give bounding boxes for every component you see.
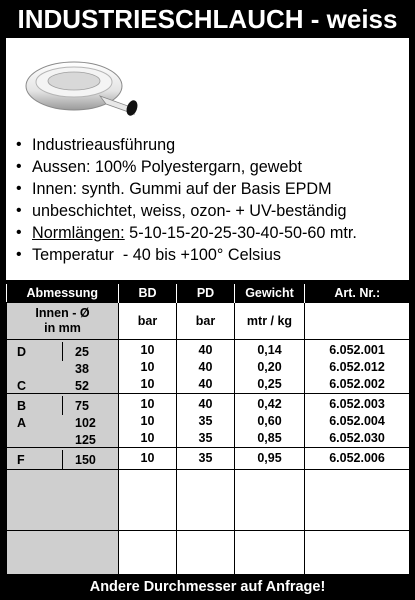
cell-bd-value: 10 — [140, 377, 155, 391]
list-item: • Aussen: 100% Polyestergarn, gewebt — [16, 158, 302, 176]
cell-code: A — [17, 416, 27, 430]
list-item: • unbeschichtet, weiss, ozon- + UV-beständig — [16, 202, 347, 220]
cell-pd-value: 35 — [198, 414, 213, 428]
cell-pd-value: 40 — [198, 377, 213, 391]
cell-art-value: 6.052.002 — [329, 377, 385, 391]
norm-length-label: Normlängen: — [32, 224, 125, 242]
feature-list — [14, 134, 357, 266]
cell-weight-value: 0,60 — [257, 414, 282, 428]
cell-bd — [119, 448, 177, 470]
list-item: • Normlängen: 5-10-15-20-25-30-40-50-60 mtr. — [16, 224, 357, 242]
cell-pd-value: 40 — [198, 343, 213, 357]
unit-diameter: Innen - Ø in mm — [7, 303, 119, 340]
header-pd: PD — [177, 284, 235, 303]
cell-code: B — [17, 399, 27, 413]
header-bd: BD — [119, 284, 177, 303]
cell-art-value: 6.052.030 — [329, 431, 385, 445]
cell-bd-value: 10 — [140, 451, 155, 465]
cell-diameter: 75 — [75, 399, 89, 413]
table-row-group — [7, 340, 410, 394]
cell-diameter: 52 — [75, 379, 89, 393]
cell-art-value: 6.052.003 — [329, 397, 385, 411]
cell-pd-value: 40 — [198, 360, 213, 374]
cell-code: D — [17, 345, 27, 359]
cell-diameter: 125 — [75, 433, 96, 447]
cell-pd — [177, 394, 235, 448]
cell-art-value: 6.052.004 — [329, 414, 385, 428]
cell-code — [7, 432, 62, 449]
cell-weight-value: 0,42 — [257, 397, 282, 411]
cell-bd-value: 10 — [140, 360, 155, 374]
bullet-icon: • — [16, 180, 22, 197]
table-row-group — [7, 394, 410, 448]
empty-row — [7, 470, 410, 531]
cell-bd-value: 10 — [140, 343, 155, 357]
cell-abmessung — [7, 394, 119, 448]
bullet-icon: • — [16, 158, 22, 175]
cell-weight-value: 0,25 — [257, 377, 282, 391]
cell-bd — [119, 340, 177, 394]
unit-bd: bar — [119, 303, 177, 340]
header-abmessung: Abmessung — [7, 284, 119, 303]
page-title: INDUSTRIESCHLAUCH - weiss — [0, 0, 415, 38]
list-item: • Industrieausführung — [16, 136, 176, 154]
cell-diameter: 38 — [75, 362, 89, 376]
cell-weight — [235, 448, 305, 470]
cell-bd-value: 10 — [140, 431, 155, 445]
unit-art — [305, 303, 410, 340]
cell-abmessung — [7, 340, 119, 394]
bullet-icon: • — [16, 246, 22, 263]
cell-weight-value: 0,14 — [257, 343, 282, 357]
cell-weight — [235, 394, 305, 448]
unit-weight: mtr / kg — [235, 303, 305, 340]
cell-bd — [119, 394, 177, 448]
empty-cell — [7, 470, 119, 531]
spec-table — [6, 284, 410, 592]
bullet-icon: • — [16, 202, 22, 219]
cell-pd — [177, 448, 235, 470]
empty-cell — [235, 470, 305, 531]
unit-row — [7, 303, 410, 340]
cell-code: C — [17, 379, 27, 393]
cell-abmessung — [7, 448, 119, 470]
unit-pd: bar — [177, 303, 235, 340]
cell-bd-value: 10 — [140, 414, 155, 428]
empty-cell — [177, 470, 235, 531]
cell-diameter: 102 — [75, 416, 96, 430]
cell-art — [305, 340, 410, 394]
list-item: • Temperatur - 40 bis +100° Celsius — [16, 246, 281, 264]
footer-note: Andere Durchmesser auf Anfrage! — [0, 574, 415, 600]
cell-art-value: 6.052.012 — [329, 360, 385, 374]
empty-cell — [305, 470, 410, 531]
description-panel — [6, 38, 409, 280]
list-item: • Innen: synth. Gummi auf der Basis EPDM — [16, 180, 332, 198]
cell-pd-value: 40 — [198, 397, 213, 411]
cell-diameter: 150 — [75, 453, 96, 467]
cell-weight-value: 0,20 — [257, 360, 282, 374]
cell-weight — [235, 340, 305, 394]
cell-bd-value: 10 — [140, 397, 155, 411]
cell-art-value: 6.052.001 — [329, 343, 385, 357]
cell-art-value: 6.052.006 — [329, 451, 385, 465]
cell-art — [305, 448, 410, 470]
cell-pd-value: 35 — [198, 431, 213, 445]
cell-pd — [177, 340, 235, 394]
spec-table-panel — [6, 284, 409, 574]
cell-weight-value: 0,85 — [257, 431, 282, 445]
cell-code — [7, 361, 62, 378]
table-row-group — [7, 448, 410, 470]
cell-code: F — [17, 453, 25, 467]
cell-diameter: 25 — [75, 345, 89, 359]
header-art-nr: Art. Nr.: — [305, 284, 410, 303]
cell-art — [305, 394, 410, 448]
table-header-row — [7, 284, 410, 303]
header-gewicht: Gewicht — [235, 284, 305, 303]
cell-pd-value: 35 — [198, 451, 213, 465]
empty-cell — [119, 470, 177, 531]
bullet-icon: • — [16, 136, 22, 153]
hose-roll-image — [22, 48, 142, 118]
cell-weight-value: 0,95 — [257, 451, 282, 465]
bullet-icon: • — [16, 224, 22, 241]
